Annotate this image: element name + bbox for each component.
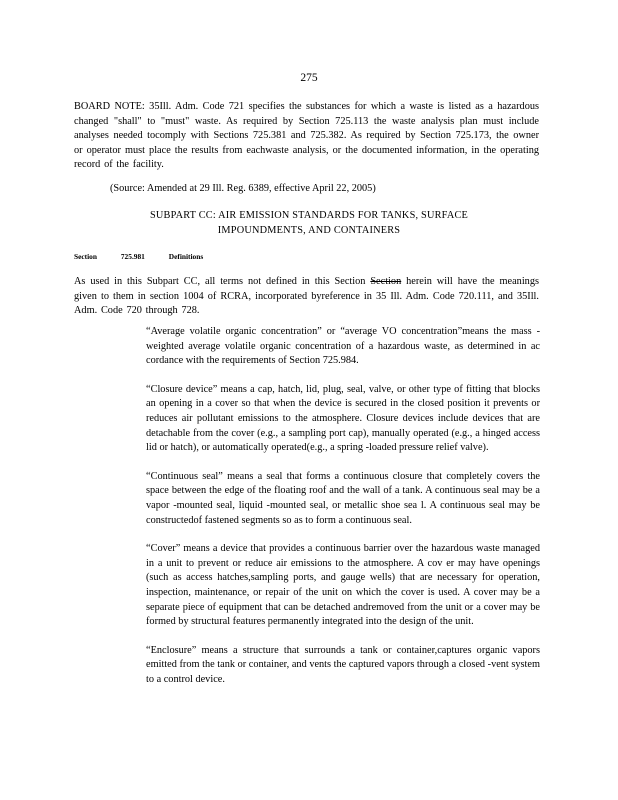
subpart-heading-line2: IMPOUNDMENTS, AND CONTAINERS xyxy=(217,224,401,236)
subpart-heading-line1: SUBPART CC: AIR EMISSION STANDARDS FOR TANKS, SURFACE xyxy=(149,210,469,221)
intro-text-before: As used in this Subpart CC, all terms not defined in this Section xyxy=(74,276,371,287)
section-title: Definitions xyxy=(168,252,204,261)
section-heading xyxy=(74,252,225,261)
intro-struck-text: Section xyxy=(370,276,402,287)
intro-text-after: herein will have the meanings given to them in section 1004 of RCRA, incorporated byreference in 35 Ill. Adm. Code 720.111, and 35Ill. Adm. Code 720 through 728. xyxy=(74,276,539,317)
section-number: 725.981 xyxy=(120,252,145,261)
page-number: 275 xyxy=(300,72,318,84)
definition-enclosure: “Enclosure” means a structure that surrounds a tank or container,captures organic vapors emitted from the tank or container, and vents the captured vapors through a closed -vent system to a control device. xyxy=(146,644,540,685)
definitions-list xyxy=(146,325,540,701)
source-note: (Source: Amended at 29 Ill. Reg. 6389, effective April 22, 2005) xyxy=(110,183,376,194)
definition-continuous-seal: “Continuous seal” means a seal that forms a continuous closure that completely covers the space between the edge of the floating roof and the wall of a tank. A continuous seal may be a vapor -mounted seal, liquid -mounted seal, or metallic shoe sea l. A continuous seal may be constructedof fastened segments so as to form a continuous seal. xyxy=(146,470,540,526)
intro-paragraph xyxy=(74,275,539,319)
board-note: BOARD NOTE: 35Ill. Adm. Code 721 specifies the substances for which a waste is listed as a hazardous changed "shall" to "must" waste. As required by Section 725.113 the waste analysis plan must include analyses needed tocomply with Sections 725.381 and 725.382. As required by Section 725.173, the owner or operator must place the results from eachwaste analysis, or the documented information, in the operating record of the facility. xyxy=(74,101,539,171)
subpart-heading xyxy=(0,209,618,238)
definition-closure-device: “Closure device” means a cap, hatch, lid, plug, seal, valve, or other type of fitting that blocks an opening in a cover so that when the device is secured in the closed position it prevents or reduces air pollutant emissions to the atmosphere. Closure devices include devices that are detachable from the cover (e.g., a sampling port cap), manually operated (e.g., a hinged access lid or hatch), or automatically operated(e.g., a spring -loaded pressure relief valve). xyxy=(146,383,540,454)
definition-average-vo-concentration: “Average volatile organic concentration” or “average VO concentration”means the mass -weighted average volatile organic concentration of a hazardous waste, as determined in ac cordance with the requirements of Section 725.984. xyxy=(146,326,540,367)
definition-cover: “Cover” means a device that provides a continuous barrier over the hazardous waste managed in a unit to prevent or reduce air emissions to the atmosphere. A cov er may have openings (such as access hatches,sampling ports, and gauge wells) that are necessary for operation, inspection, maintenance, or repair of the unit on which the cover is used. A cover may be a separate piece of equipment that can be detached andremoved from the unit or a cover may be formed by structural features permanently integrated into the design of the unit. xyxy=(146,543,540,628)
section-label: Section xyxy=(74,252,97,261)
